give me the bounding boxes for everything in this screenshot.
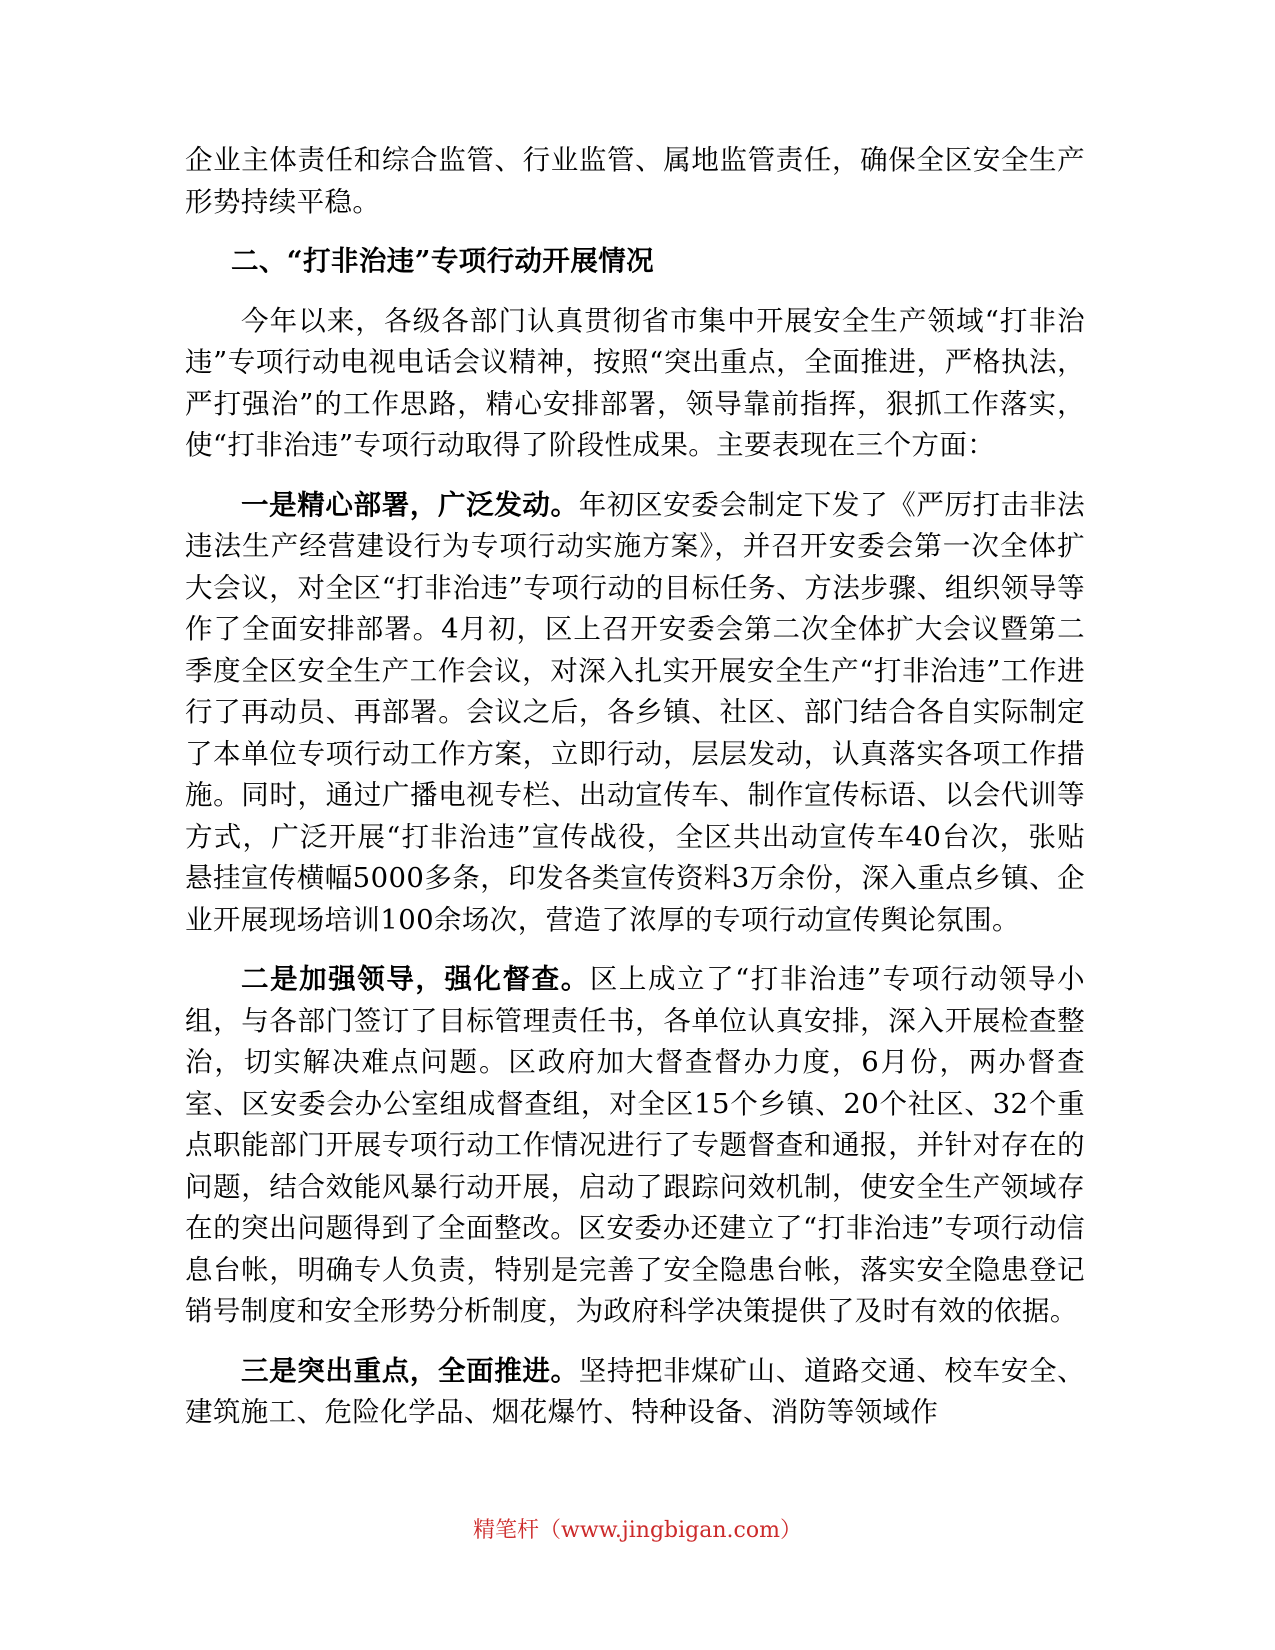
point-2-paragraph	[185, 959, 1085, 1333]
spacer	[185, 283, 1085, 301]
point-1-lead: 一是精心部署，广泛发动。	[241, 488, 579, 521]
spacer	[185, 1333, 1085, 1351]
intro-paragraph: 今年以来，各级各部门认真贯彻省市集中开展安全生产领域“打非治违”专项行动电视电话会议精神，按照“突出重点，全面推进，严格执法，严打强治”的工作思路，精心安排部署，领导靠前指挥，狠抓工作落实，使“打非治违”专项行动取得了阶段性成果。主要表现在三个方面：	[185, 304, 1085, 461]
section-heading: 二、“打非治违”专项行动开展情况	[231, 245, 655, 277]
point-2-lead: 二是加强领导，强化督查。	[241, 963, 590, 995]
point-3-body: 坚持把非煤矿山、道路交通、校车安全、建筑施工、危险化学品、烟花爆竹、特种设备、消防等领域作	[185, 1354, 1085, 1428]
intro-continuation: 企业主体责任和综合监管、行业监管、属地监管责任，确保全区安全生产形势持续平稳。	[185, 144, 1085, 218]
point-1-body: 年初区安委会制定下发了《严厉打击非法违法生产经营建设行为专项行动实施方案》，并召开安委会第一次全体扩大会议，对全区“打非治违”专项行动的目标任务、方法步骤、组织领导等作了全面安排部署。4月初，区上召开安委会第二次全体扩大会议暨第二季度全区安全生产工作会议，对深入扎实开展安全生产“打非治违”工作进行了再动员、再部署。会议之后，各乡镇、社区、部门结合各自实际制定了本单位专项行动工作方案，立即行动，层层发动，认真落实各项工作措施。同时，通过广播电视专栏、出动宣传车、制作宣传标语、以会代训等方式，广泛开展“打非治违”宣传战役，全区共出动宣传车40台次，张贴悬挂宣传横幅5000多条，印发各类宣传资料3万余份，深入重点乡镇、企业开展现场培训100余场次，营造了浓厚的专项行动宣传舆论氛围。	[185, 488, 1085, 936]
spacer	[185, 941, 1085, 959]
document-body	[185, 140, 1085, 1434]
point-1-paragraph	[185, 485, 1085, 942]
point-2-body: 区上成立了“打非治违”专项行动领导小组，与各部门签订了目标管理责任书，各单位认真安排，深入开展检查整治，切实解决难点问题。区政府加大督查督办力度，6月份，两办督查室、区安委会办公室组成督查组，对全区15个乡镇、20个社区、32个重点职能部门开展专项行动工作情况进行了专题督查和通报，并针对存在的问题，结合效能风暴行动开展，启动了跟踪问效机制，使安全生产领域存在的突出问题得到了全面整改。区安委办还建立了“打非治违”专项行动信息台帐，明确专人负责，特别是完善了安全隐患台帐，落实安全隐患登记销号制度和安全形势分析制度，为政府科学决策提供了及时有效的依据。	[185, 963, 1085, 1327]
point-3-lead: 三是突出重点，全面推进。	[241, 1354, 579, 1387]
point-3-paragraph	[185, 1351, 1085, 1434]
spacer	[185, 467, 1085, 485]
spacer	[185, 223, 1085, 241]
footer-watermark: 精笔杆（www.jingbigan.com）	[473, 1518, 802, 1543]
